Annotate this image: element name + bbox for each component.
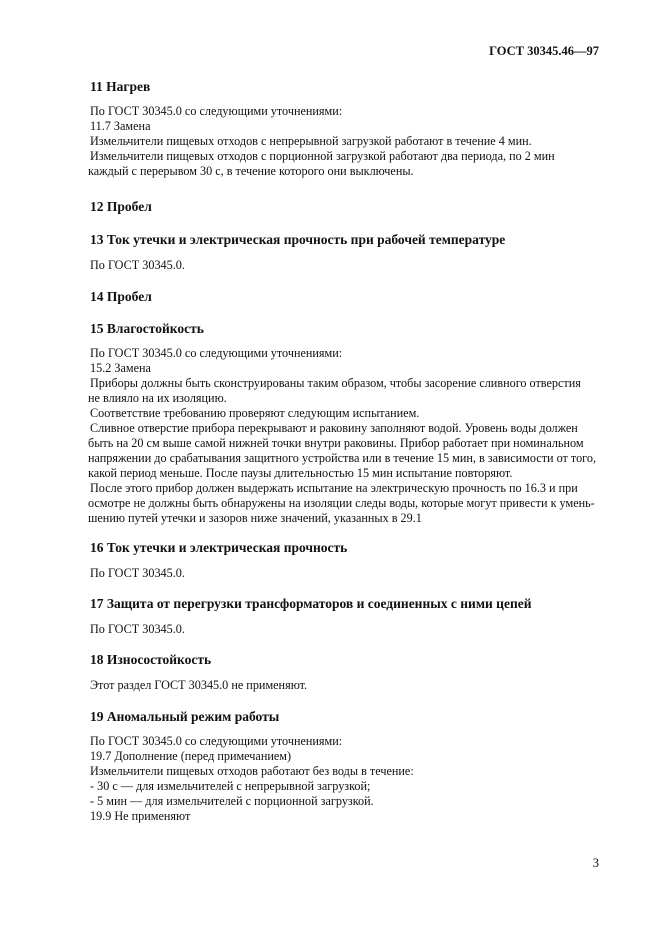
paragraph-line: 19.9 Не применяют	[90, 809, 191, 823]
section-heading: 17 Защита от перегрузки трансформаторов и соединенных с ними цепей	[90, 596, 532, 611]
paragraph-line: 11.7 Замена	[90, 119, 151, 133]
section-heading: 19 Аномальный режим работы	[90, 709, 280, 724]
paragraph-line: Измельчители пищевых отходов работают без воды в течение:	[90, 764, 414, 778]
section-heading: 11 Нагрев	[90, 79, 151, 94]
section-heading: 14 Пробел	[90, 289, 152, 304]
paragraph-line: 19.7 Дополнение (перед примечанием)	[90, 749, 292, 763]
paragraph-line: Этот раздел ГОСТ 30345.0 не применяют.	[90, 678, 308, 692]
section-heading: 18 Износостойкость	[90, 652, 212, 667]
paragraph-line: Сливное отверстие прибора перекрывают и раковину заполняют водой. Уровень воды должен	[90, 421, 578, 435]
paragraph-line: осмотре не должны быть обнаружены на изоляции следы воды, которые могут привести к умень-	[88, 496, 595, 510]
paragraph-line: По ГОСТ 30345.0.	[90, 622, 185, 636]
paragraph-line: шению путей утечки и зазоров ниже значений, указанных в 29.1	[88, 511, 422, 525]
page-number: 3	[592, 856, 599, 870]
section-heading: 15 Влагостойкость	[90, 321, 204, 336]
section-heading: 16 Ток утечки и электрическая прочность	[90, 540, 348, 555]
section-heading: 13 Ток утечки и электрическая прочность при рабочей температуре	[90, 232, 506, 247]
paragraph-line: быть на 20 см выше самой нижней точки внутри раковины. Прибор работает при номинальном	[88, 436, 584, 450]
paragraph-line: По ГОСТ 30345.0 со следующими уточнениями:	[90, 104, 343, 118]
paragraph-line: 15.2 Замена	[90, 361, 151, 375]
paragraph-line: Приборы должны быть сконструированы таким образом, чтобы засорение сливного отверстия	[90, 376, 581, 390]
list-item: - 30 с — для измельчителей с непрерывной загрузкой;	[90, 779, 371, 793]
paragraph-line: Измельчители пищевых отходов с порционной загрузкой работают два периода, по 2 мин	[90, 149, 555, 163]
paragraph-line: После этого прибор должен выдержать испытание на электрическую прочность по 16.3 и при	[90, 481, 578, 495]
paragraph-line: По ГОСТ 30345.0 со следующими уточнениями:	[90, 346, 343, 360]
paragraph-line: Соответствие требованию проверяют следующим испытанием.	[90, 406, 420, 420]
section-heading: 12 Пробел	[90, 199, 152, 214]
paragraph-line: Измельчители пищевых отходов с непрерывной загрузкой работают в течение 4 мин.	[90, 134, 532, 148]
document-header: ГОСТ 30345.46—97	[489, 44, 599, 58]
paragraph-line: По ГОСТ 30345.0 со следующими уточнениями:	[90, 734, 343, 748]
paragraph-line: каждый с перерывом 30 с, в течение которого они выключены.	[88, 164, 414, 178]
paragraph-line: По ГОСТ 30345.0.	[90, 566, 185, 580]
paragraph-line: какой период меньше. После паузы длительностью 15 мин испытание повторяют.	[88, 466, 513, 480]
paragraph-line: напряжении до срабатывания защитного устройства или в течение 15 мин, в зависимости от того,	[88, 451, 596, 465]
paragraph-line: не влияло на их изоляцию.	[88, 391, 227, 405]
list-item: - 5 мин — для измельчителей с порционной загрузкой.	[90, 794, 374, 808]
paragraph-line: По ГОСТ 30345.0.	[90, 258, 185, 272]
